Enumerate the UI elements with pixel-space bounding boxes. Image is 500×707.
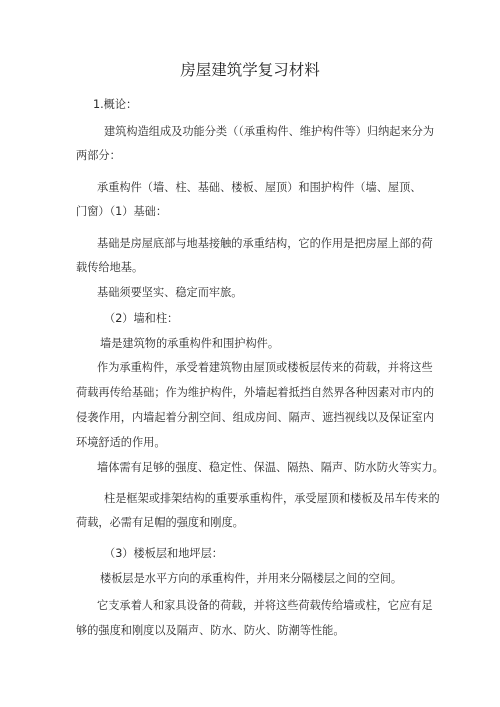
text-line: 荷载，必需有足帽的强度和刚度。: [76, 516, 244, 529]
text-line: 柱是框架或排架结构的重要承重构件，承受屋顶和楼板及吊车传来的: [104, 492, 440, 505]
text-line: 两部分：: [76, 149, 121, 162]
text-line: 门窗）（1）基础：: [76, 205, 168, 218]
text-line: 载传给地基。: [76, 261, 144, 274]
text-line: 1.概论：: [93, 98, 138, 111]
text-line: （2）墙和柱：: [104, 312, 179, 325]
text-line: 基础须要坚实、稳定而牢旅。: [97, 286, 243, 299]
text-line: 作为承重构件，承受着建筑物由屋顶或楼板层传来的荷载，并将这些: [97, 361, 433, 374]
text-line: 建筑构造组成及功能分类（（承重构件、维护构件等）归纳起来分为: [104, 125, 435, 138]
text-line: 环境舒适的作用。: [76, 436, 166, 449]
text-line: 它支承着人和家具设备的荷载，并将这些荷载传给墙或柱，它应有足: [97, 599, 433, 612]
text-line: 承重构件（墙、柱、基础、楼板、屋顶）和围护构件（墙、屋顶、: [97, 181, 422, 194]
text-line: 基础是房屋底部与地基接触的承重结构，它的作用是把房屋上部的荷: [97, 237, 433, 250]
text-line: （3）楼板层和地坪层：: [104, 547, 223, 560]
text-line: 墙是建筑物的承重构件和围护构件。: [100, 337, 280, 350]
text-line: 楼板层是水平方向的承重构件，并用来分隔楼层之间的空间。: [100, 572, 403, 585]
text-line: 墙体需有足够的强度、稳定性、保温、隔热、隔声、防水防火等实力。: [97, 461, 444, 474]
text-line: 够的强度和刚度以及隔声、防水、防火、防潮等性能。: [76, 624, 345, 637]
text-line: 侵袭作用，内墙起着分割空间、组成房间、隔声、遮挡视线以及保证室内: [76, 411, 435, 424]
document-title: 房屋建筑学复习材料: [180, 61, 320, 79]
text-line: 荷载再传给基础；作为维护构件，外墙起着抵挡自然界各种因素对市内的: [76, 386, 435, 399]
